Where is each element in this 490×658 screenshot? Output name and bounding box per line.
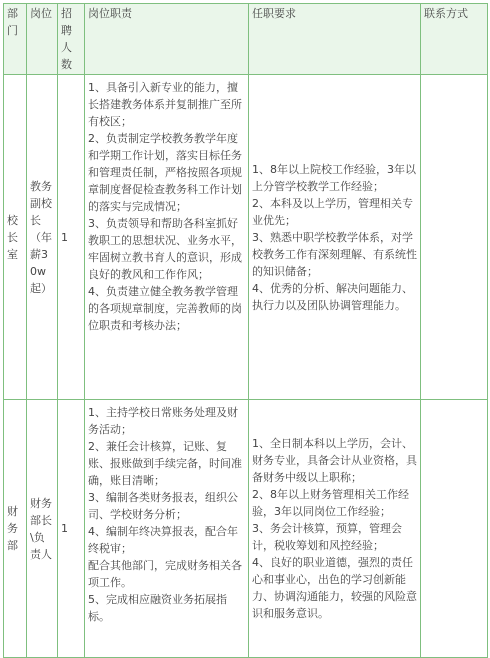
contact-cell: [421, 400, 488, 658]
requirement-item: 1、全日制本科以上学历，会计、财务专业，具备会计从业资格，具备财务中级以上职称；: [252, 437, 417, 484]
contact-cell: [421, 75, 488, 400]
header-row: [4, 4, 488, 75]
duties-cell: [85, 75, 249, 400]
duty-item: 3、编制各类财务报表，组织公司、学校财务分析；: [88, 491, 238, 521]
requirement-item: 2、本科及以上学历，管理相关专业优先；: [252, 196, 413, 227]
count-cell: 1: [58, 400, 85, 658]
header-dept: 部门: [4, 4, 27, 75]
header-requirements: 任职要求: [249, 4, 421, 75]
requirements-cell: [249, 75, 421, 400]
duty-item: 1、具备引入新专业的能力，擅长搭建教务体系并复制推广至所有校区；: [88, 81, 242, 128]
duty-item: 配合其他部门，完成财务相关各项工作。: [88, 559, 242, 589]
requirement-item: 2、8年以上财务管理相关工作经验，3年以同岗位工作经验；: [252, 488, 409, 518]
header-contact: 联系方式: [421, 4, 488, 75]
requirements-cell: [249, 400, 421, 658]
duty-item: 2、兼任会计核算，记账、复账、报账做到手续完备，时间准确，账目清晰；: [88, 440, 242, 487]
count-cell: 1: [58, 75, 85, 400]
header-count: 招聘人数: [58, 4, 85, 75]
dept-cell: 校长室: [4, 75, 27, 400]
requirement-item: 3、务会计核算，预算，管理会计，税收筹划和风控经验；: [252, 522, 402, 552]
table-row: [4, 400, 488, 658]
duty-item: 2、负责制定学校教务教学年度和学期工作计划，落实目标任务和管理责任制，严格按照各项规章制度督促检查教务科工作计划的落实与完成情况；: [88, 132, 242, 213]
requirement-item: 1、8年以上院校工作经验，3年以上分管学校教学工作经验；: [252, 162, 416, 193]
header-position: 岗位: [27, 4, 58, 75]
position-cell: 财务部长\负责人: [27, 400, 58, 658]
table-row: [4, 75, 488, 400]
duty-item: 1、主持学校日常账务处理及财务活动；: [88, 406, 238, 436]
requirement-item: 3、熟悉中职学校教学体系，对学校教务工作有深刻理解、有系统性的知识储备；: [252, 230, 417, 278]
duty-item: 5、完成相应融资业务拓展指标。: [88, 593, 227, 623]
duty-item: 4、负责建立健全教务教学管理的各项规章制度，完善教师的岗位职责和考核办法；: [88, 285, 242, 332]
header-duties: 岗位职责: [85, 4, 249, 75]
duty-item: 4、编制年终决算报表，配合年终税审；: [88, 525, 238, 555]
duty-item: 3、负责领导和帮助各科室抓好教职工的思想状况、业务水平，牢固树立教书育人的意识，形成良好的教风和工作作风；: [88, 217, 242, 281]
duties-cell: [85, 400, 249, 658]
requirement-item: 4、优秀的分析、解决问题能力、执行力以及团队协调管理能力。: [252, 281, 413, 312]
dept-cell: 财务部: [4, 400, 27, 658]
requirement-item: 4、良好的职业道德，强烈的责任心和事业心，出色的学习创新能力、协调沟通能力，较强的风险意识和服务意识。: [252, 556, 417, 620]
recruitment-table: [3, 3, 488, 658]
position-cell: 教务副校长（年薪30w起）: [27, 75, 58, 400]
